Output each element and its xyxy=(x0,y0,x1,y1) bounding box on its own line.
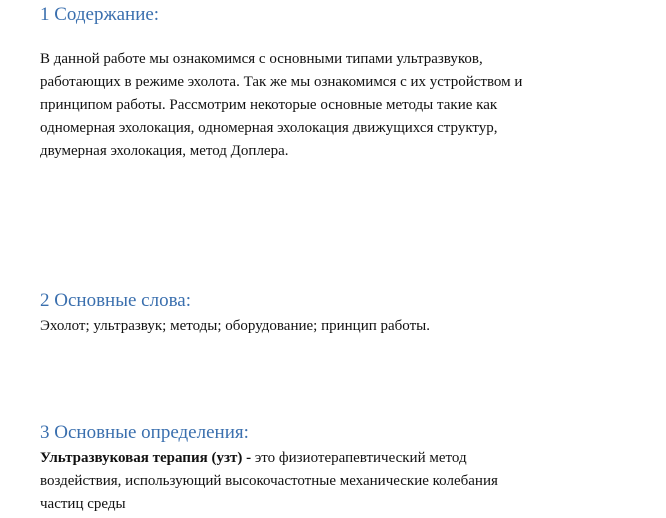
definition-term: Ультразвуковая терапия (узт) - xyxy=(40,450,252,466)
section-1-paragraph xyxy=(40,48,655,163)
paragraph-line: одномерная эхолокация, одномерная эхолокация движущихся структур, xyxy=(40,120,498,136)
definition-text: это физиотерапевтический метод xyxy=(251,450,467,466)
paragraph-line: воздействия, использующий высокочастотные механические колебания xyxy=(40,473,498,489)
section-3-paragraph xyxy=(40,447,655,516)
paragraph-line: двумерная эхолокация, метод Доплера. xyxy=(40,143,289,159)
section-3-heading: 3 Основные определения: xyxy=(40,422,249,443)
keywords-line: Эхолот; ультразвук; методы; оборудование; принцип работы. xyxy=(40,318,430,334)
paragraph-line: принципом работы. Рассмотрим некоторые основные методы такие как xyxy=(40,97,498,113)
definition-first-line xyxy=(40,447,655,470)
section-2-paragraph xyxy=(40,315,655,338)
section-1-heading: 1 Содержание: xyxy=(40,4,160,25)
paragraph-line: работающих в режиме эхолота. Так же мы ознакомимся с их устройством и xyxy=(40,74,523,90)
section-2-heading: 2 Основные слова: xyxy=(40,290,192,311)
paragraph-line: В данной работе мы ознакомимся с основными типами ультразвуков, xyxy=(40,51,483,67)
paragraph-line: частиц среды xyxy=(40,496,126,512)
